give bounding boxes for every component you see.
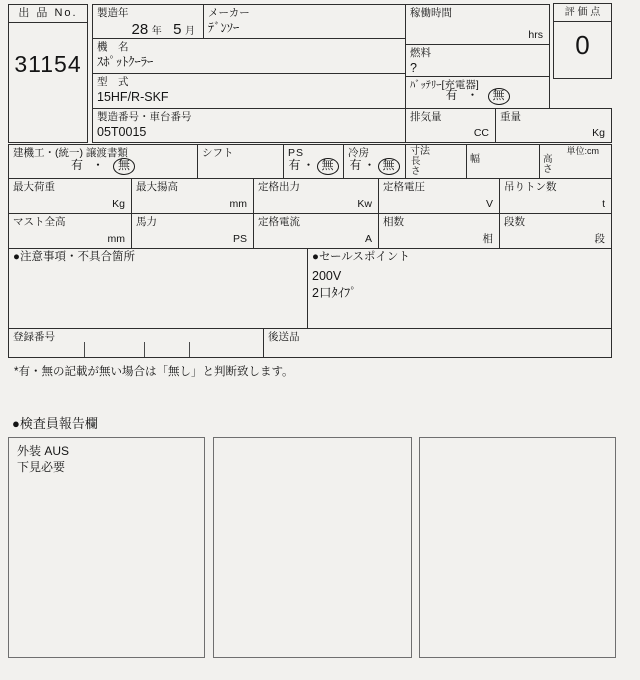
model-value: 15HF/R-SKF [97,89,169,104]
mfg-year-unit: 年 [151,25,162,37]
serial-cell [92,108,406,143]
mfg-month-value: 5 [173,20,182,38]
dimensions-width-label: 幅 [470,154,480,165]
sales-point-line2: 2口ﾀｲﾌﾟ [312,285,357,300]
max-load-label: 最大荷重 [13,181,55,193]
stage-count-cell [499,213,612,249]
mfg-year-value: 28 [131,20,149,38]
cooling-yes: 有 [349,158,362,173]
fuel-cell [405,44,550,77]
dimensions-label: 寸法 [410,146,430,157]
model-label: 型 式 [97,76,129,88]
rated-current-label: 定格電流 [258,216,300,228]
inspector-box-1 [8,437,205,658]
displacement-unit: CC [473,127,489,140]
crane-tonnage-unit: t [602,198,605,211]
ps-yes: 有 [288,158,301,173]
rated-output-cell [253,178,379,214]
inspector-box-3 [419,437,616,658]
horsepower-label: 馬力 [136,216,157,228]
ps-no-circled: 無 [317,158,339,175]
inspector-box1-line1: 外装 AUS [17,444,70,458]
dimensions-divider-1 [466,145,467,178]
score-value: 0 [575,30,590,60]
phase-count-label: 相数 [383,216,404,228]
battery-separator: ・ [466,88,479,103]
maker-cell [203,4,406,39]
hours-label: 稼働時間 [410,7,452,19]
machine-name-cell [92,38,406,74]
shift-cell [197,144,284,179]
registration-cell [8,328,264,358]
cooling-separator: ・ [363,158,376,173]
registration-label: 登録番号 [13,331,55,343]
registration-tick-2 [144,342,145,357]
transfer-docs-separator: ・ [91,158,104,173]
transfer-docs-value [9,158,197,175]
displacement-label: 排気量 [410,111,442,123]
item-no-value: 31154 [14,51,82,78]
horsepower-unit: PS [232,233,247,246]
crane-tonnage-cell [499,178,612,214]
rated-output-label: 定格出力 [258,181,300,193]
cooling-no-circled: 無 [378,158,400,175]
score-label: 評 価 点 [554,4,611,22]
item-no-box [8,4,88,143]
registration-tick-3 [189,342,190,357]
battery-no-circled: 無 [488,88,510,105]
rated-output-unit: Kw [357,198,372,211]
battery-yes: 有 [445,88,458,103]
score-box [553,3,612,79]
item-no-label: 出 品 No. [9,5,87,23]
battery-value [406,88,549,105]
transfer-docs-cell [8,144,198,179]
later-shipment-label: 後送品 [268,331,300,343]
fuel-label: 燃料 [410,47,431,59]
mast-height-cell [8,213,132,249]
mast-height-label: マスト全高 [13,216,66,228]
displacement-cell [405,108,496,143]
phase-count-cell [378,213,500,249]
rated-voltage-cell [378,178,500,214]
serial-value: 05T0015 [97,124,147,139]
sales-point-label: ●セールスポイント [312,251,410,263]
cooling-label: 冷房 [348,147,369,159]
weight-unit: Kg [592,127,605,140]
weight-cell [495,108,612,143]
caution-cell [8,248,308,329]
footnote: *有・無の記載が無い場合は「無し」と判断致します。 [14,366,294,378]
dimensions-cell [405,144,612,179]
battery-cell [405,76,550,109]
mfg-month-unit: 月 [185,25,195,37]
power-steering-cell [283,144,344,179]
maker-label: メーカー [208,7,250,19]
ps-separator: ・ [302,158,315,173]
rated-voltage-unit: V [485,198,493,211]
dimensions-length-label: 長さ [411,156,421,178]
max-load-cell [8,178,132,214]
hours-unit: hrs [528,29,543,42]
cooling-value [344,158,405,175]
power-steering-value [284,158,343,175]
max-lift-cell [131,178,254,214]
max-lift-unit: mm [229,198,247,211]
dimensions-height-label: 高さ [543,154,553,176]
transfer-docs-yes: 有 [70,158,83,173]
shift-label: シフト [202,147,234,159]
later-shipment-cell [263,328,612,358]
maker-value: ﾃﾞﾝｿｰ [208,20,240,35]
power-steering-label: PS [288,147,305,159]
hours-cell [405,4,550,45]
rated-current-unit: A [364,233,372,246]
inspector-box-2 [213,437,412,658]
max-lift-label: 最大揚高 [136,181,178,193]
model-cell [92,73,406,109]
stage-count-label: 段数 [504,216,525,228]
dimensions-unit-note: 単位:cm [566,146,599,156]
cooling-cell [343,144,406,179]
phase-count-unit: 相 [482,233,493,246]
max-load-unit: Kg [112,198,125,211]
mast-height-unit: mm [107,233,125,246]
machine-name-label: 機 名 [97,41,129,53]
mfg-year-label: 製造年 [97,7,129,19]
inspector-section-label: ●検査員報告欄 [12,416,98,431]
sales-point-line1: 200V [312,268,342,283]
caution-label: ●注意事項・不具合箇所 [13,251,135,263]
sales-point-cell [307,248,612,329]
serial-label: 製造番号・車台番号 [97,111,192,123]
transfer-docs-label: 建機工・(統一) 譲渡書類 [13,147,128,159]
fuel-value: ? [410,60,417,75]
registration-tick-1 [84,342,85,357]
mfg-year-cell [92,4,204,39]
dimensions-divider-2 [539,145,540,178]
rated-current-cell [253,213,379,249]
transfer-docs-no-circled: 無 [113,158,135,175]
battery-label: ﾊﾞｯﾃﾘｰ[充電器] [410,79,479,91]
stage-count-unit: 段 [594,233,605,246]
horsepower-cell [131,213,254,249]
rated-voltage-label: 定格電圧 [383,181,425,193]
machine-name-value: ｽﾎﾟｯﾄｸｰﾗｰ [97,54,154,69]
weight-label: 重量 [500,111,521,123]
inspector-box1-line2: 下見必要 [17,459,66,474]
crane-tonnage-label: 吊りトン数 [504,181,557,193]
